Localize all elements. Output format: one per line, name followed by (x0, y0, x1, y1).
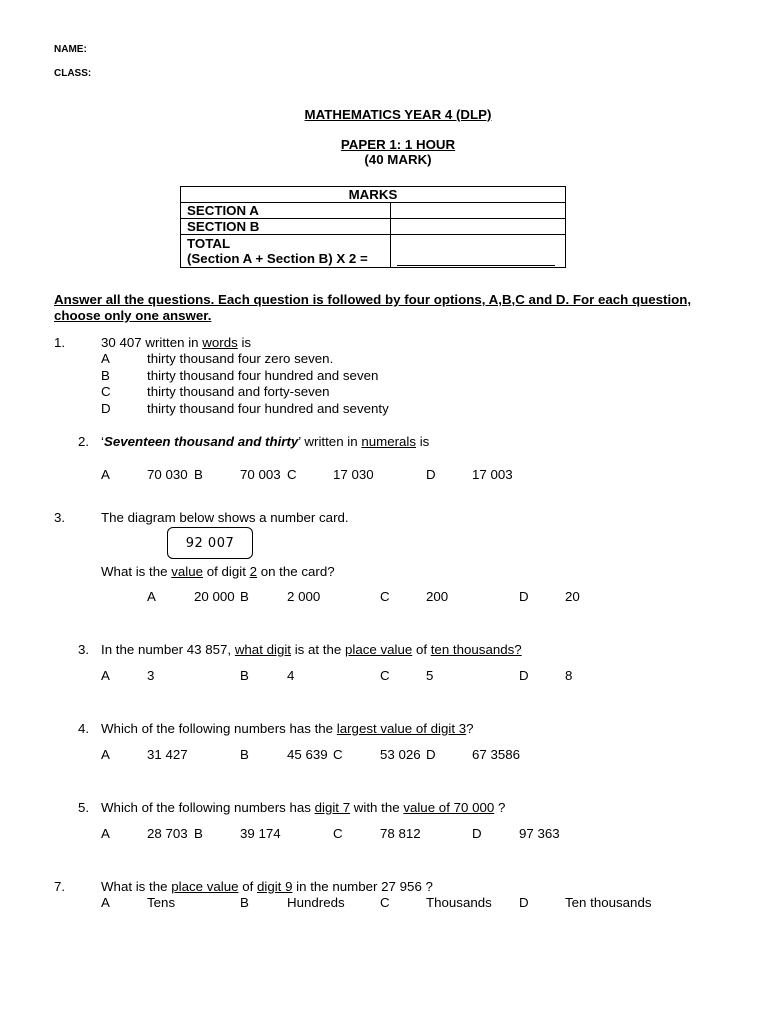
q7-option-c[interactable]: Thousands (426, 895, 492, 910)
q5-option-d[interactable]: 67 3586 (472, 747, 521, 762)
q6-option-a-letter: A (101, 826, 110, 841)
paper-duration: PAPER 1: 1 HOUR (340, 137, 456, 152)
name-label: NAME: (54, 44, 87, 55)
q6-option-c-letter: C (333, 826, 343, 841)
marks-total-blank[interactable] (397, 253, 555, 266)
q2-number: 2. (78, 434, 90, 449)
q4-option-b-letter: B (240, 668, 249, 683)
class-label: CLASS: (54, 68, 92, 79)
q2-option-d-letter: D (426, 467, 436, 482)
q7-option-b-letter: B (240, 895, 249, 910)
q5-option-c[interactable]: 53 026 (380, 747, 421, 762)
q6-option-c[interactable]: 78 812 (380, 826, 421, 841)
q4-option-a[interactable]: 3 (147, 668, 155, 683)
paper-marks: (40 MARK) (364, 152, 432, 167)
q5-option-a-letter: A (101, 747, 110, 762)
q2-option-a[interactable]: 70 030 (147, 467, 188, 482)
marks-total-formula: (Section A + Section B) X 2 = (187, 251, 368, 266)
marks-table (180, 186, 566, 268)
q3-option-b[interactable]: 2 000 (287, 589, 321, 604)
q6-option-b[interactable]: 39 174 (240, 826, 281, 841)
q3-option-c-letter: C (380, 589, 390, 604)
q6-stem: Which of the following numbers has digit 7 with the value of 70 000 ? (101, 800, 506, 815)
q3-option-b-letter: B (240, 589, 249, 604)
q7-option-c-letter: C (380, 895, 390, 910)
q5-option-b-letter: B (240, 747, 249, 762)
q6-number: 5. (78, 800, 90, 815)
q6-option-a[interactable]: 28 703 (147, 826, 188, 841)
q5-option-b[interactable]: 45 639 (287, 747, 328, 762)
q3-option-c[interactable]: 200 (426, 589, 449, 604)
paper-title: MATHEMATICS YEAR 4 (DLP) (304, 107, 492, 122)
q4-option-d-letter: D (519, 668, 529, 683)
q2-option-d[interactable]: 17 003 (472, 467, 513, 482)
q5-option-c-letter: C (333, 747, 343, 762)
instructions-line-1: Answer all the questions. Each question is followed by four options, A,B,C and D. For each question, (54, 292, 692, 307)
q3-intro: The diagram below shows a number card. (101, 510, 349, 525)
q7-stem: What is the place value of digit 9 in the number 27 956 ? (101, 879, 433, 894)
marks-table-heading: MARKS (181, 187, 566, 203)
q7-option-d[interactable]: Ten thousands (565, 895, 652, 910)
q6-option-b-letter: B (194, 826, 203, 841)
q2-option-c[interactable]: 17 030 (333, 467, 374, 482)
q7-number: 7. (54, 879, 66, 894)
q2-option-c-letter: C (287, 467, 297, 482)
q1-option-d-letter: D (101, 401, 111, 416)
q1-stem: 30 407 written in words is (101, 335, 252, 350)
q4-option-c-letter: C (380, 668, 390, 683)
q5-stem: Which of the following numbers has the largest value of digit 3? (101, 721, 474, 736)
marks-row-total: TOTAL (187, 236, 231, 251)
q7-option-b[interactable]: Hundreds (287, 895, 345, 910)
instructions-line-2: choose only one answer. (54, 308, 212, 323)
q1-option-c-letter: C (101, 384, 111, 399)
q4-option-c[interactable]: 5 (426, 668, 434, 683)
q1-option-c[interactable]: thirty thousand and forty-seven (147, 384, 330, 399)
q6-option-d-letter: D (472, 826, 482, 841)
q1-option-b-letter: B (101, 368, 110, 383)
q3-option-d-letter: D (519, 589, 529, 604)
q1-option-b[interactable]: thirty thousand four hundred and seven (147, 368, 379, 383)
q3-number: 3. (54, 510, 66, 525)
marks-cell-section-b[interactable] (391, 219, 566, 235)
q4-stem: In the number 43 857, what digit is at the place value of ten thousands? (101, 642, 522, 657)
q7-option-a-letter: A (101, 895, 110, 910)
q4-option-b[interactable]: 4 (287, 668, 295, 683)
q1-option-d[interactable]: thirty thousand four hundred and seventy (147, 401, 389, 416)
q3-option-a-letter: A (147, 589, 156, 604)
q4-number: 3. (78, 642, 90, 657)
q4-option-a-letter: A (101, 668, 110, 683)
marks-row-section-b: SECTION B (181, 219, 391, 235)
q6-option-d[interactable]: 97 363 (519, 826, 560, 841)
q7-option-a[interactable]: Tens (147, 895, 176, 910)
q2-option-b-letter: B (194, 467, 203, 482)
q1-number: 1. (54, 335, 66, 350)
q1-option-a-letter: A (101, 351, 110, 366)
q3-option-d[interactable]: 20 (565, 589, 580, 604)
q5-option-a[interactable]: 31 427 (147, 747, 188, 762)
q3-stem: What is the value of digit 2 on the card? (101, 564, 335, 579)
q7-option-d-letter: D (519, 895, 529, 910)
marks-cell-section-a[interactable] (391, 203, 566, 219)
marks-row-section-a: SECTION A (181, 203, 391, 219)
q4-option-d[interactable]: 8 (565, 668, 573, 683)
q2-option-b[interactable]: 70 003 (240, 467, 281, 482)
q2-option-a-letter: A (101, 467, 110, 482)
q2-stem: ‘Seventeen thousand and thirty’ written in numerals is (101, 434, 430, 449)
q5-number: 4. (78, 721, 90, 736)
q1-option-a[interactable]: thirty thousand four zero seven. (147, 351, 334, 366)
q3-option-a[interactable]: 20 000 (194, 589, 235, 604)
q5-option-d-letter: D (426, 747, 436, 762)
number-card: 92 007 (167, 527, 253, 559)
